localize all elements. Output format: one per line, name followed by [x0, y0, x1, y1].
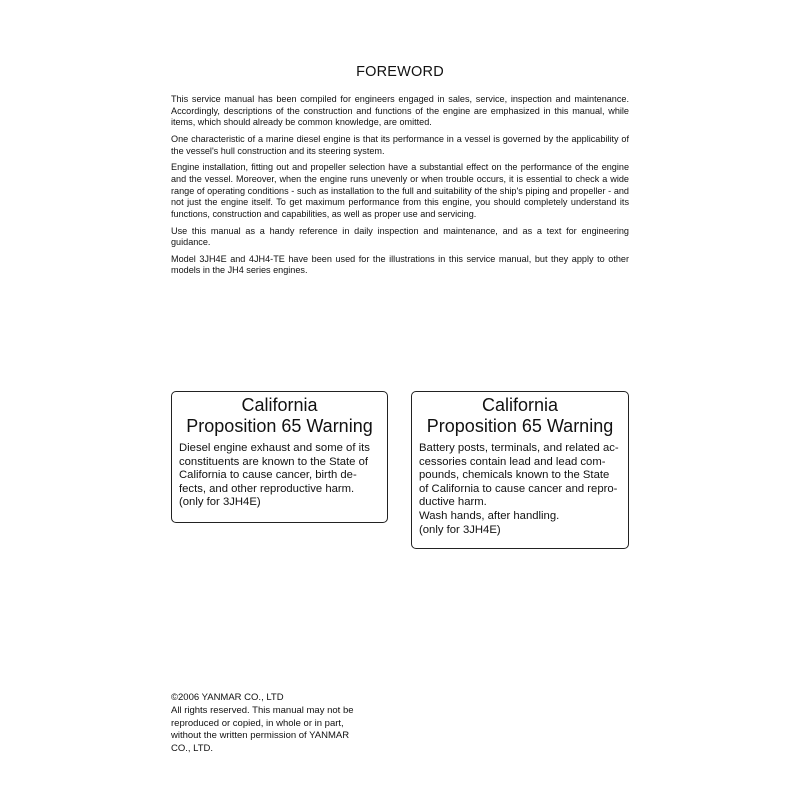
paragraph: Use this manual as a handy reference in daily inspection and maintenance, and as a text for engineering guidance. — [171, 225, 629, 248]
warning-line: cessories contain lead and lead com- — [419, 455, 606, 468]
copyright-line: CO., LTD. — [171, 743, 214, 755]
paragraph: Engine installation, fitting out and propeller selection have a substantial effect on the performance of the engine and the vessel. Moreover, when the engine runs unevenly or when trouble occurs, it is essential to check a wide range of operating conditions - such as installation to the full and suitability of the ship's piping and propeller - and not just the engine itself. To get maximum performance from this engine, you should completely understand its functions, construction and capabilities, as well as proper use and servicing. — [171, 162, 629, 219]
paragraph: This service manual has been compiled for engineers engaged in sales, service, inspection and maintenance. Accordingly, descriptions of the construction and functions of the engine are emphasized in this manual, while items, which should already be common knowledge, are omitted. — [171, 94, 629, 128]
copyright-line: reproduced or copied, in whole or in part, — [171, 717, 344, 729]
warning-title-line: Proposition 65 Warning — [426, 416, 614, 436]
warning-line: constituents are known to the State of — [179, 455, 369, 468]
copyright-line: All rights reserved. This manual may not be — [171, 704, 354, 716]
paragraph: Model 3JH4E and 4JH4-TE have been used for the illustrations in this service manual, but they apply to other models in the JH4 series engines. — [171, 253, 629, 276]
warning-line: ductive harm. — [419, 496, 487, 509]
page-title: FOREWORD — [356, 64, 444, 80]
warning-line: Wash hands, after handling. — [419, 509, 560, 522]
prop65-warning-box-battery — [411, 391, 629, 549]
copyright-line: without the written permission of YANMAR — [171, 730, 350, 742]
warning-line: California to cause cancer, birth de- — [179, 469, 357, 482]
warning-line: (only for 3JH4E) — [179, 496, 261, 509]
foreword-body — [171, 94, 629, 282]
copyright-line: ©2006 YANMAR CO., LTD — [171, 692, 284, 703]
warning-text — [418, 442, 622, 537]
warning-line: pounds, chemicals known to the State — [419, 469, 610, 482]
warning-title-line: Proposition 65 Warning — [186, 416, 373, 436]
warning-line: fects, and other reproductive harm. — [179, 482, 355, 495]
warning-line: (only for 3JH4E) — [419, 523, 501, 536]
warning-title-line: California — [241, 395, 318, 415]
warning-title — [178, 395, 381, 437]
warning-line: Battery posts, terminals, and related ac- — [419, 442, 619, 454]
copyright-notice — [171, 692, 391, 756]
warning-title-line: California — [481, 395, 559, 415]
paragraph: One characteristic of a marine diesel engine is that its performance in a vessel is governed by the applicability of the vessel's hull construction and its steering system. — [171, 133, 629, 156]
warning-text — [178, 442, 381, 510]
warning-line: of California to cause cancer and repro- — [419, 482, 618, 495]
warning-line: Diesel engine exhaust and some of its — [179, 442, 370, 454]
prop65-warning-box-exhaust — [171, 391, 388, 523]
warning-title — [418, 395, 622, 437]
